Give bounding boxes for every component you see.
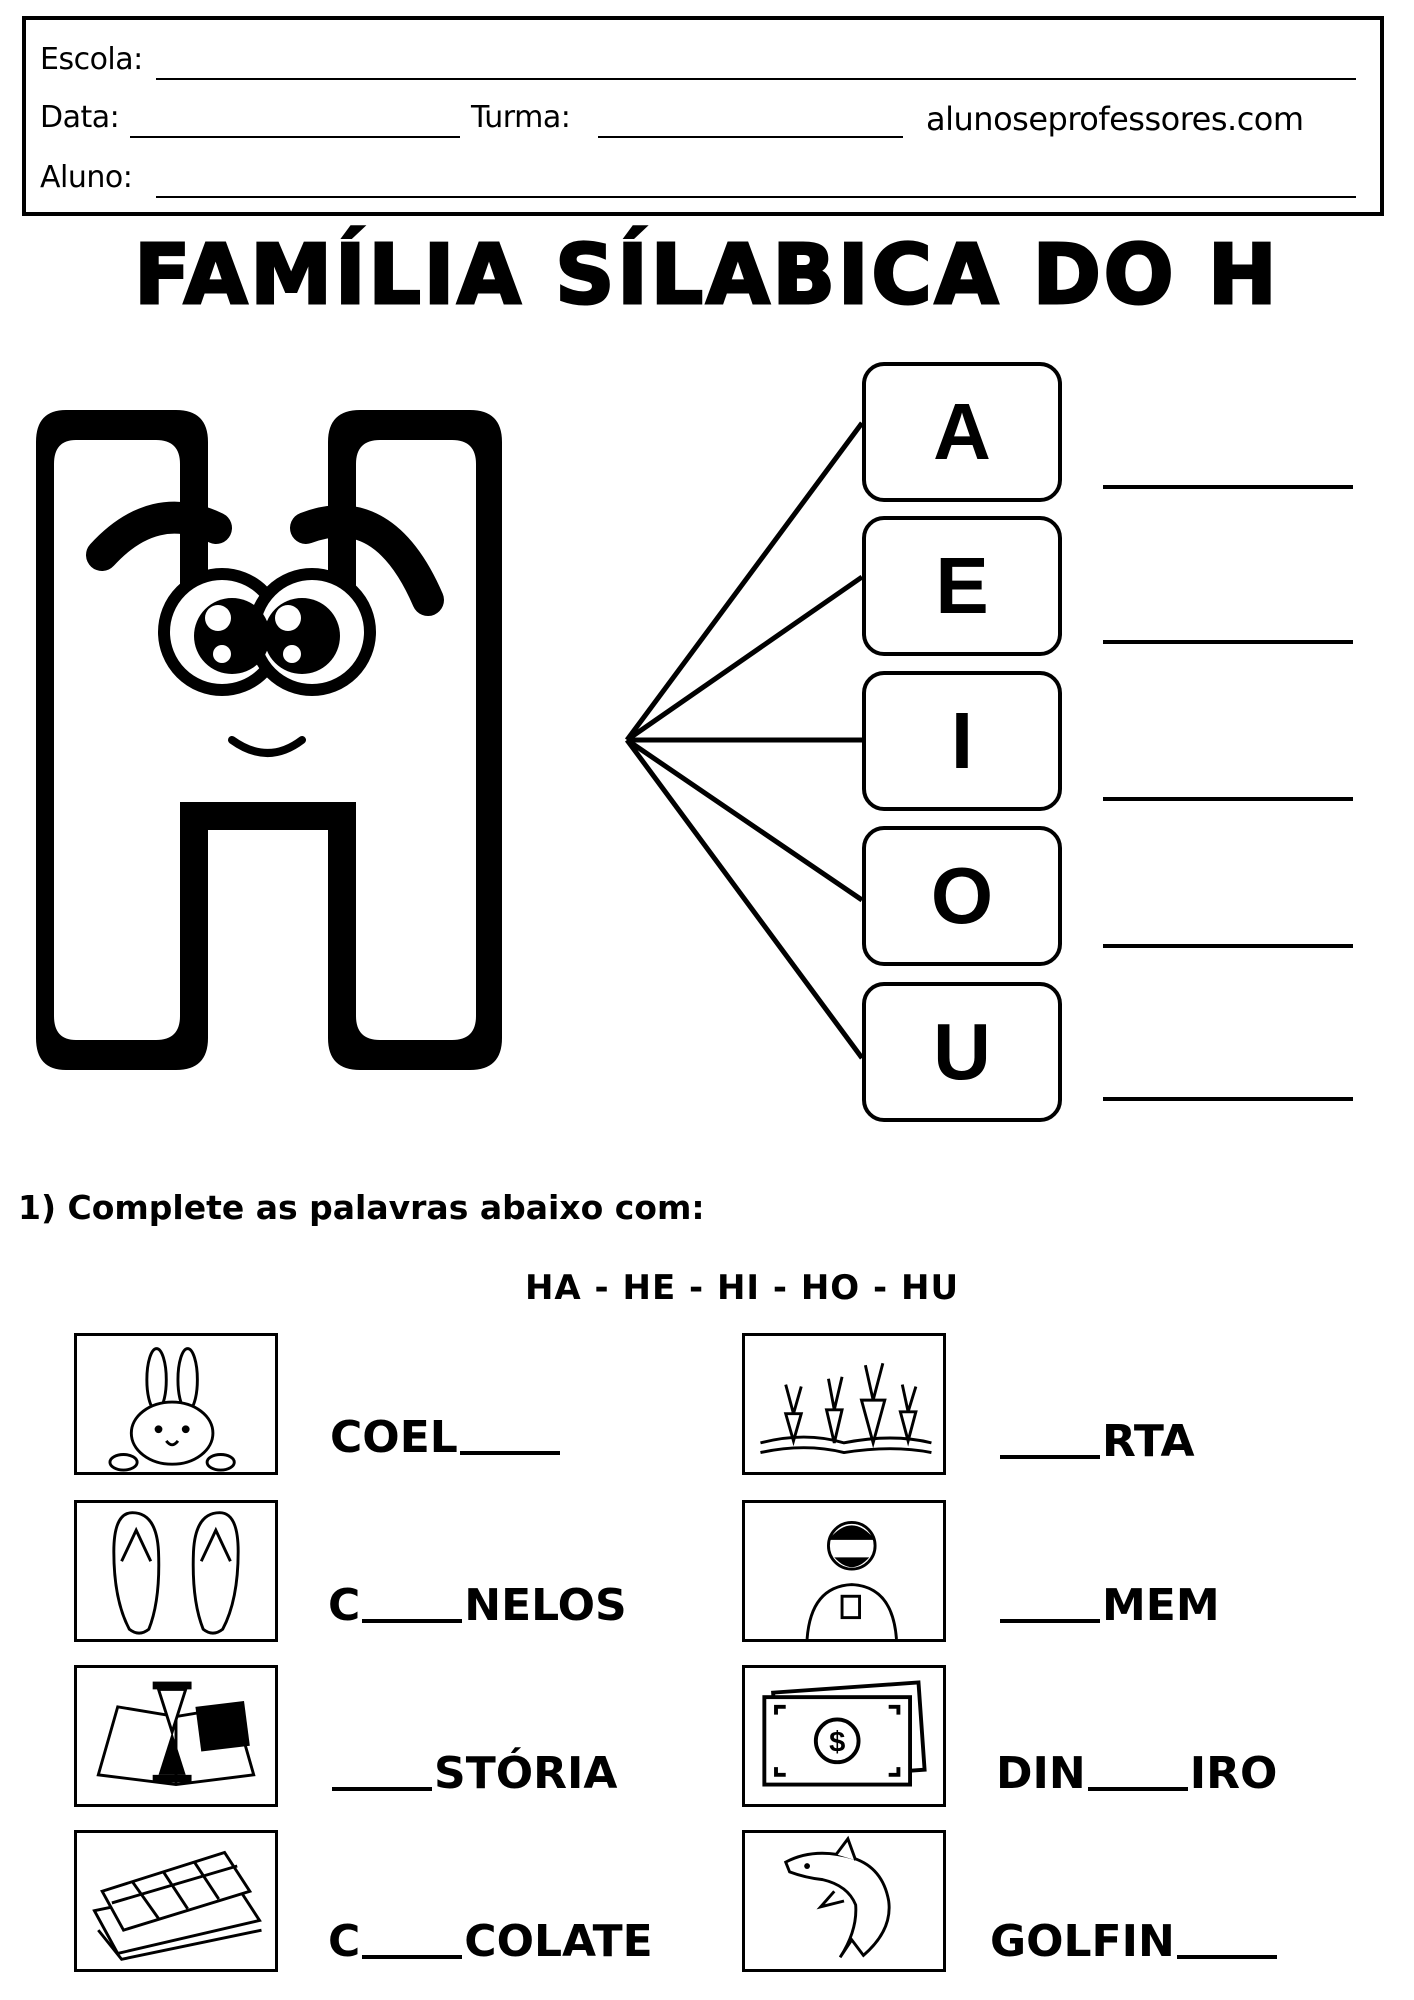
chocolate-icon [74,1830,278,1972]
syllable-list: HA - HE - HI - HO - HU [524,1268,960,1308]
rabbit-icon [74,1333,278,1475]
answer-line-hu[interactable] [1103,1097,1353,1101]
vowel-box-i: I [862,671,1062,811]
school-label: Escola: [40,42,143,77]
word-prefix: COEL [330,1412,458,1463]
answer-line-hi[interactable] [1103,797,1353,801]
word-item-8 [990,1916,1279,1967]
vowel-box-e: E [862,516,1062,656]
word-suffix: NELOS [464,1580,627,1631]
flip-flops-icon [74,1500,278,1642]
answer-line-ha[interactable] [1103,485,1353,489]
page-title: FAMÍLIA SÍLABICA DO H [134,228,1280,323]
word-blank[interactable] [460,1451,560,1455]
word-suffix: STÓRIA [434,1748,618,1799]
word-item-6 [996,1748,1277,1799]
answer-line-ho[interactable] [1103,944,1353,948]
answer-line-he[interactable] [1103,640,1353,644]
dolphin-icon [742,1830,946,1972]
word-item-1 [330,1412,562,1463]
vowel-box-o: O [862,826,1062,966]
word-blank[interactable] [1000,1455,1100,1459]
money-icon [742,1665,946,1807]
site-text: alunoseprofessores.com [926,100,1304,138]
word-blank[interactable] [1177,1955,1277,1959]
word-blank[interactable] [362,1619,462,1623]
vowel-box-u: U [862,982,1062,1122]
word-suffix: COLATE [464,1916,653,1967]
exercise-instruction: 1) Complete as palavras abaixo com: [18,1188,705,1227]
word-blank[interactable] [332,1787,432,1791]
word-item-4 [998,1580,1220,1631]
word-item-2 [998,1416,1195,1467]
book-hourglass-icon [74,1665,278,1807]
vowel-box-a: A [862,362,1062,502]
word-blank[interactable] [1088,1787,1188,1791]
word-prefix: C [328,1916,361,1967]
word-prefix: C [328,1580,361,1631]
word-suffix: IRO [1189,1748,1278,1799]
word-suffix: RTA [1102,1416,1195,1467]
word-suffix: MEM [1102,1580,1220,1631]
carrots-icon [742,1333,946,1475]
word-prefix: DIN [996,1748,1086,1799]
word-prefix: GOLFIN [990,1916,1175,1967]
student-label: Aluno: [40,160,133,195]
word-item-7 [328,1916,653,1967]
word-item-5 [330,1748,617,1799]
class-label: Turma: [471,100,571,135]
word-blank[interactable] [362,1955,462,1959]
man-icon [742,1500,946,1642]
word-blank[interactable] [1000,1619,1100,1623]
date-label: Data: [40,100,120,135]
svg-text:$: $ [829,1726,846,1759]
word-item-3 [328,1580,627,1631]
